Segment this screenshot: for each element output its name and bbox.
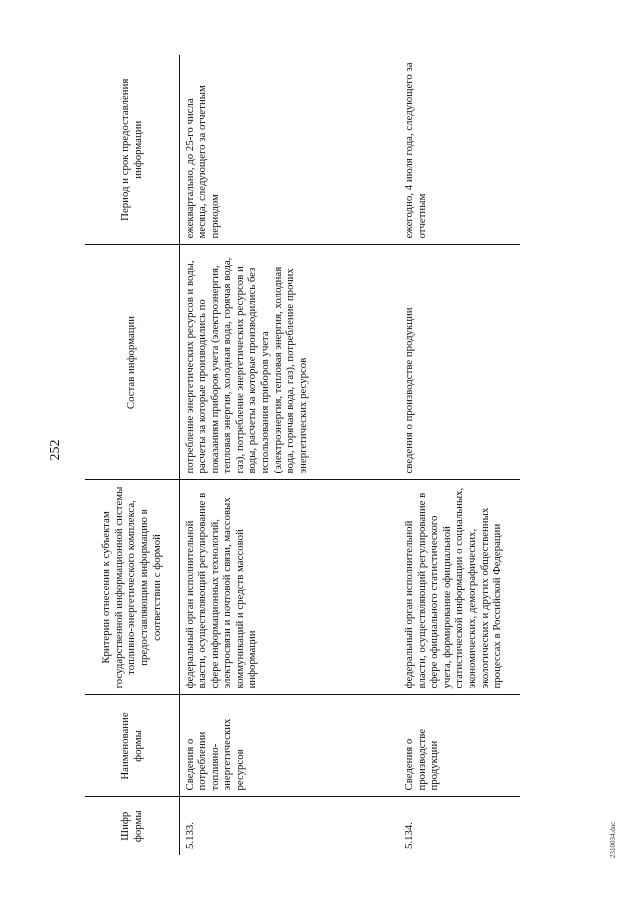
cell-period: ежеквартально, до 25-го числа месяца, следующего за отчетным периодом (179, 55, 399, 245)
rotated-table-container (85, 55, 540, 855)
cell-content: потребление энергетических ресурсов и воды, расчеты за которые производились по показаниям приборов учета (электроэнергия, тепловая энергия, холодная вода, горячая вода, газ), потребление энергетических ресурсов и воды, расчеты за которые производились без использования приборов учета (электроэнергия, тепловая энергия, холодная вода, горячая вода, газ), потребление прочих энергетических ресурсов (179, 245, 399, 480)
header-criteria: Критерии отнесения к субъектам государственной информационной системы топливно-энергетического комплекса, предоставляющим информацию в соответствии с формой (85, 480, 179, 695)
cell-form-name: Сведения о производстве продукции (399, 695, 520, 797)
table-header-row (85, 55, 179, 855)
cell-criteria: федеральный орган исполнительной власти, осуществляющий регулирование в сфере информационных технологий, электросвязи и почтовой связи, массовых коммуникаций и средств массовой информации (179, 480, 399, 695)
document-code: 2310034.doc (609, 821, 617, 858)
cell-form-code: 5.133. (183, 822, 196, 849)
cell-criteria: федеральный орган исполнительной власти, осуществляющий регулирование в сфере официального статистического учета, формирование официальной статистической информации о социальных, экономических, демографических, экологических и других общественных процессах в Российской Федерации (399, 480, 520, 695)
cell-form-code: 5.134. (403, 822, 415, 849)
table-row (179, 55, 399, 855)
header-content: Состав информации (85, 245, 179, 480)
forms-table (85, 55, 520, 855)
header-period: Период и срок предоставления информации (85, 55, 179, 245)
page-number: 252 (48, 439, 63, 461)
table-row (399, 55, 520, 855)
cell-period: ежегодно, 4 июля года, следующего за отчетным (399, 55, 520, 245)
header-form-name: Наименование формы (85, 695, 179, 797)
cell-content: сведения о производстве продукции (399, 245, 520, 480)
cell-form-name: Сведения о потреблении топливно-энергетических ресурсов (179, 695, 399, 797)
header-form-code: Шифр формы (85, 797, 179, 855)
